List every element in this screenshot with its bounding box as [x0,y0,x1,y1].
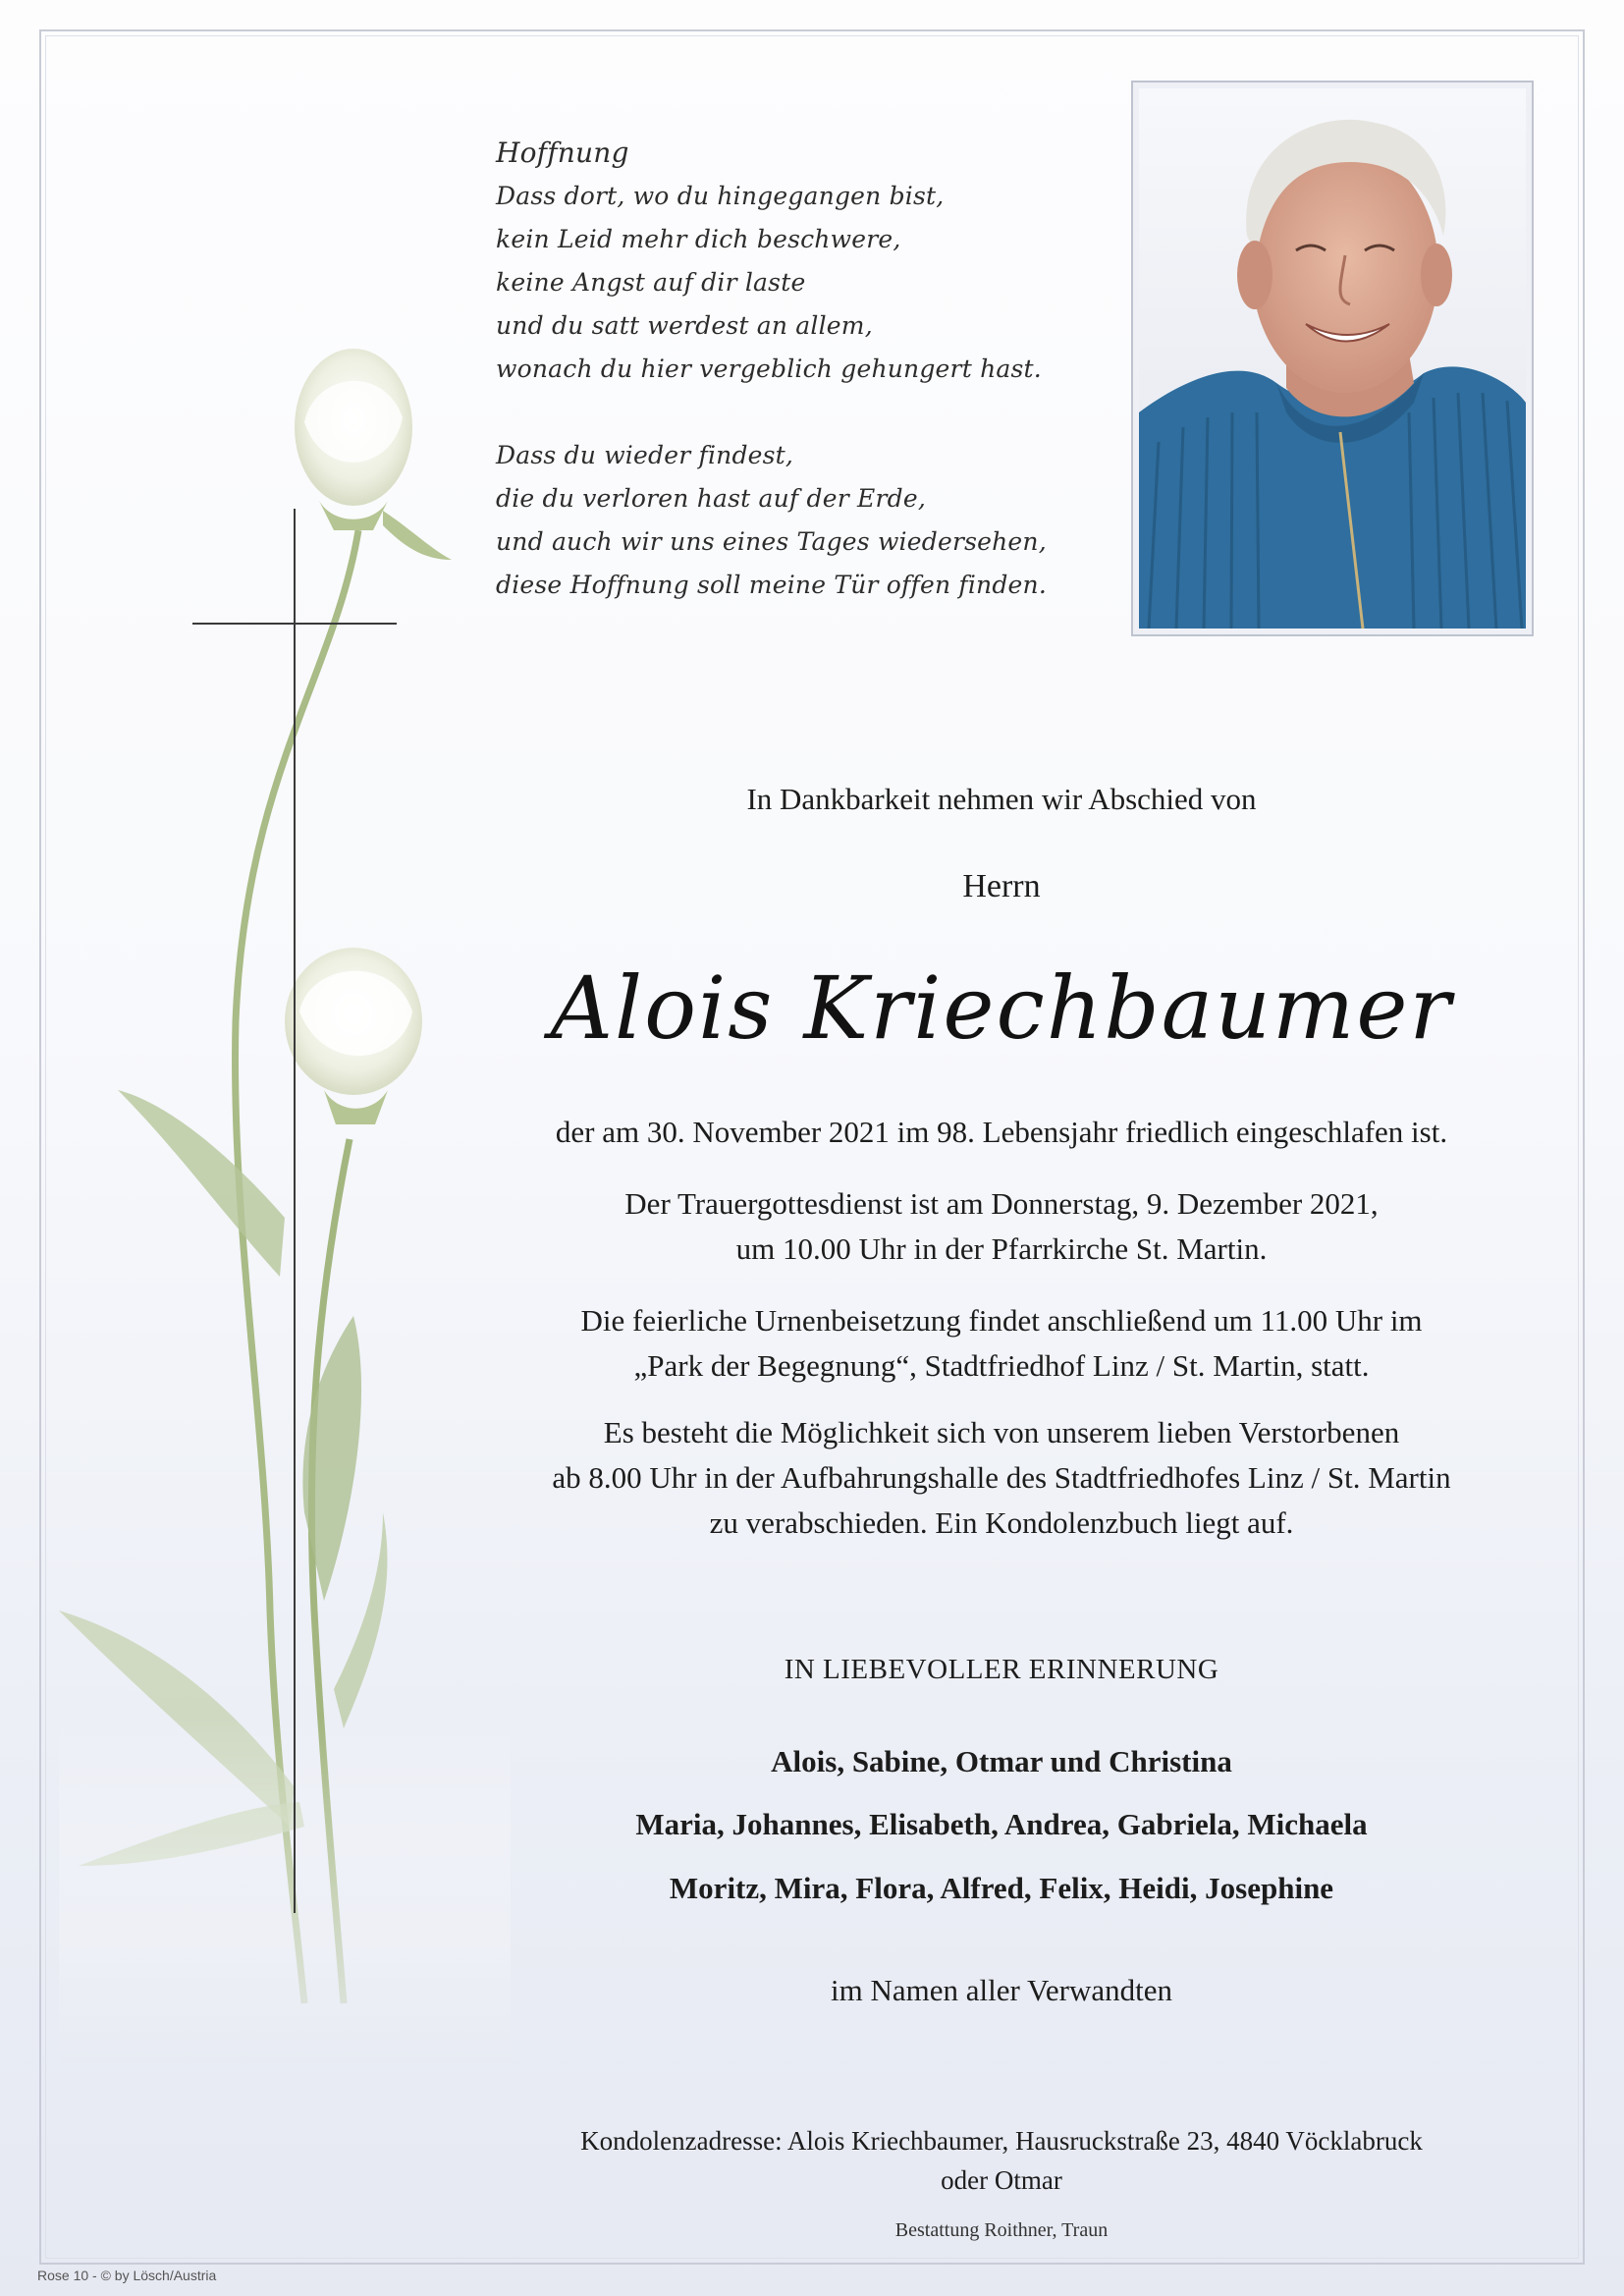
intro-text: In Dankbarkeit nehmen wir Abschied von [746,782,1257,816]
poem-line: Dass dort, wo du hingegangen bist, [496,182,945,210]
relatives-closing: im Namen aller Verwandten [830,1973,1173,2007]
service-info [432,1181,1571,1272]
service-line: Der Trauergottesdienst ist am Donnerstag, 9. Dezember 2021, [624,1186,1379,1221]
cross-icon [294,509,296,1913]
viewing-line: ab 8.00 Uhr in der Aufbahrungshalle des Stadtfriedhofes Linz / St. Martin [552,1460,1451,1495]
cross-icon-bar [192,623,397,625]
burial-line: „Park der Begegnung“, Stadtfriedhof Linz / St. Martin, statt. [633,1348,1370,1383]
poem-title: Hoffnung [496,137,629,169]
viewing-line: Es besteht die Möglichkeit sich von unserem lieben Verstorbenen [603,1415,1400,1449]
imprint: Rose 10 - © by Lösch/Austria [37,2268,217,2283]
poem-line: keine Angst auf dir laste [496,268,806,297]
poem-line: diese Hoffnung soll meine Tür offen finden. [496,571,1048,599]
undertaker: Bestattung Roithner, Traun [894,2219,1109,2241]
condolence-address [432,2121,1571,2200]
portrait-frame [1131,81,1534,636]
poem [496,132,1046,607]
family-line: Moritz, Mira, Flora, Alfred, Felix, Heidi, Josephine [669,1871,1334,1905]
deceased-name: Alois Kriechbaumer [550,957,1453,1059]
passing-text: der am 30. November 2021 im 98. Lebensjahr friedlich eingeschlafen ist. [555,1115,1448,1149]
portrait-photo [1139,88,1526,629]
poem-line: und auch wir uns eines Tages wiedersehen, [496,527,1047,556]
family-line: Alois, Sabine, Otmar und Christina [771,1744,1232,1778]
poem-line: Dass du wieder findest, [496,441,794,469]
salutation: Herrn [962,868,1041,904]
poem-line: und du satt werdest an allem, [496,311,873,340]
service-line: um 10.00 Uhr in der Pfarrkirche St. Martin. [735,1231,1268,1266]
address-line: Kondolenzadresse: Alois Kriechbaumer, Hausruckstraße 23, 4840 Vöcklabruck [580,2126,1423,2156]
address-line: oder Otmar [941,2165,1062,2195]
poem-line: kein Leid mehr dich beschwere, [496,225,901,253]
viewing-info [432,1410,1571,1546]
family-line: Maria, Johannes, Elisabeth, Andrea, Gabriela, Michaela [635,1807,1368,1841]
poem-line: wonach du hier vergeblich gehungert hast. [496,355,1042,383]
poem-line: die du verloren hast auf der Erde, [496,484,926,513]
burial-info [432,1298,1571,1389]
viewing-line: zu verabschieden. Ein Kondolenzbuch liegt auf. [709,1505,1294,1540]
burial-line: Die feierliche Urnenbeisetzung findet anschließend um 11.00 Uhr im [580,1303,1423,1338]
remembrance-heading: IN LIEBEVOLLER ERINNERUNG [784,1654,1219,1685]
